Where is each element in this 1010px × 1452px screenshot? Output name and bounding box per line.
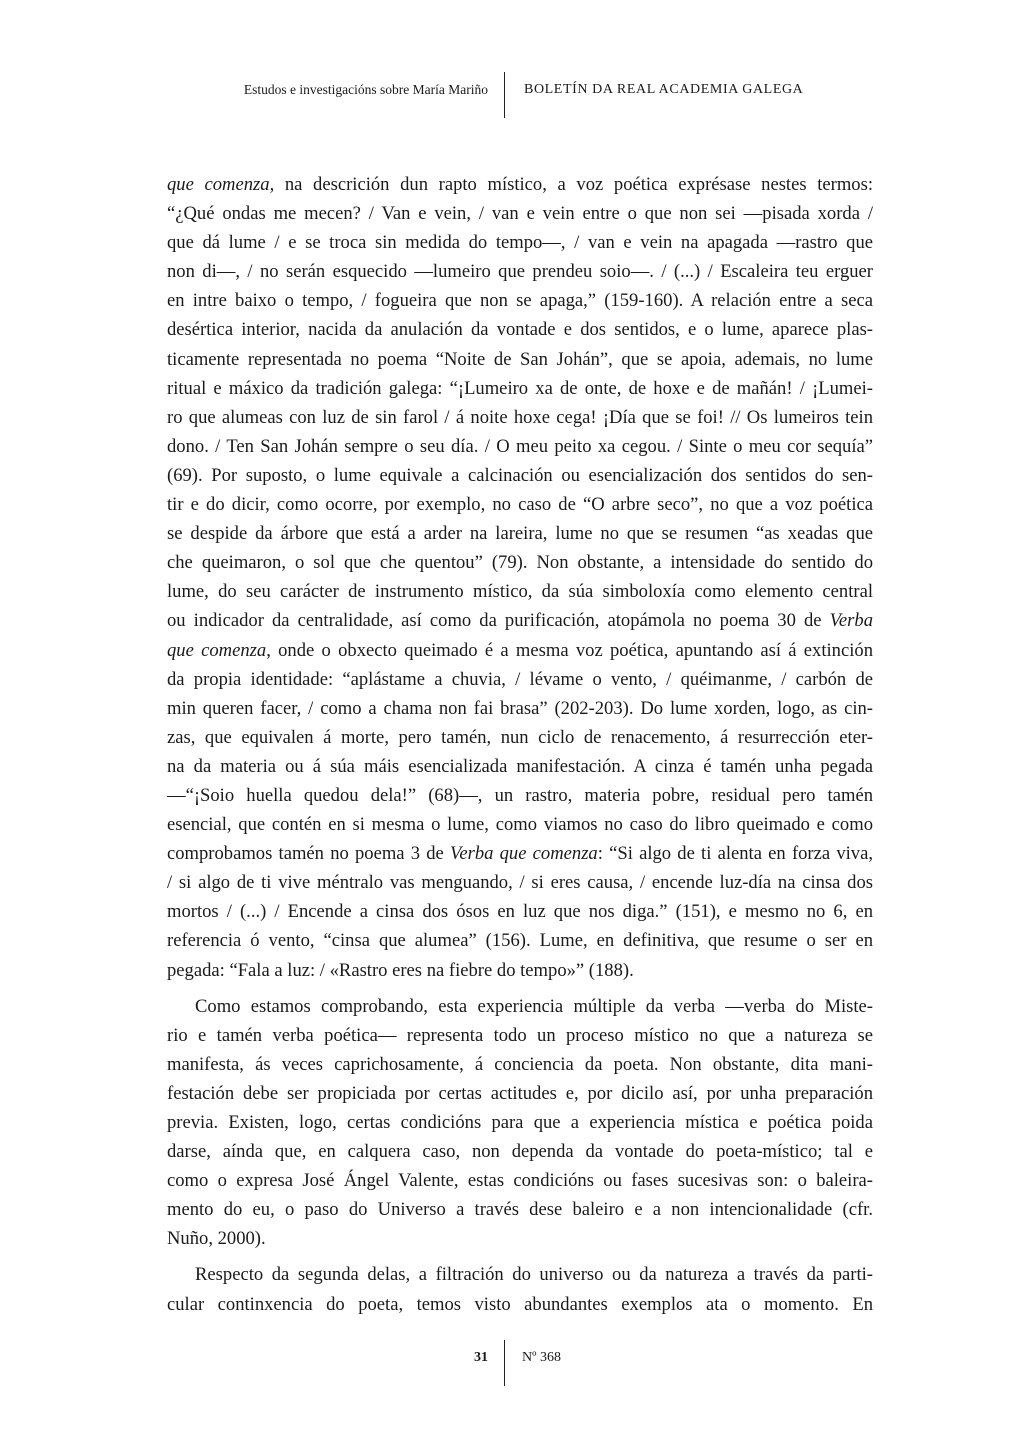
text-line [167,345,873,374]
italic-title: que comenza [167,639,267,661]
text-line [167,665,873,694]
text-line [167,374,873,403]
text-line [167,1050,873,1079]
text-line [167,1195,873,1224]
text-line [167,490,873,519]
line-text: non di—, / no serán esquecido —lumeiro que prendeu soio—. / (...) / Escaleira teu erguer [167,261,873,283]
paragraph-gap [167,1253,873,1260]
text-line [167,519,873,548]
italic-title: Verba que comenza [450,843,598,865]
line-text: , na descrición dun rapto místico, a voz poética exprésase nestes termos: [269,174,873,195]
line-text: zas, que equivalen á morte, pero tamén, nun ciclo de renacemento, á resurrección eter- [167,726,873,748]
line-text: dono. / Ten San Johán sempre o seu día. / O meu peito xa cegou. / Sinte o meu cor sequía” [167,435,873,457]
text-line [167,839,873,868]
line-text: comprobamos tamén no poema 3 de [167,843,451,865]
line-text: cular continxencia do poeta, temos visto abundantes exemplos ata o momento. En [167,1293,873,1315]
text-line [167,752,873,781]
running-header [0,72,1010,118]
line-text: : “Si algo de ti alenta en forza viva, [597,843,873,865]
line-text: che queimaron, o sol que che quentou” (79). Non obstante, a intensidade do sentido do [167,552,873,574]
text-line [167,1224,873,1253]
text-line [167,926,873,955]
line-text: ou indicador da centralidade, así como da purificación, atopámola no poema 30 de [167,610,830,632]
text-line [167,257,873,286]
line-text: na da materia ou á súa máis esencializada manifestación. A cinza é tamén unha pegada [167,755,873,777]
line-text: previa. Existen, logo, certas condicións para que a experiencia mística e poética poida [167,1112,873,1133]
text-line [167,548,873,577]
text-line [167,1079,873,1108]
line-text: lume, do seu carácter de instrumento místico, da súa simboloxía como elemento central [167,581,873,603]
italic-title: que comenza [167,174,270,195]
text-line [167,897,873,926]
text-line [167,1108,873,1137]
text-line [167,956,873,985]
text-line [167,694,873,723]
line-text: darse, aínda que, en calquera caso, non dependa da vontade do poeta-místico; tal e [167,1141,873,1163]
text-line [167,1021,873,1050]
text-line [167,636,873,665]
text-line [167,286,873,315]
line-text: rio e tamén verba poética— representa todo un proceso místico no que a natureza se [167,1024,873,1046]
line-text: min queren facer, / como a chama non fai brasa” (202-203). Do lume xorden, logo, as cin- [167,697,873,719]
header-section-title: Estudos e investigacións sobre María Mariño [243,82,488,97]
text-line [167,810,873,839]
text-line [167,992,873,1021]
italic-title: Verba [829,610,873,632]
text-line [167,170,873,199]
body-text [167,170,873,1319]
text-line [167,1290,873,1319]
line-text: referencia ó vento, “cinsa que alumea” (156). Lume, en definitiva, que resume o ser en [167,930,873,952]
text-line [167,1166,873,1195]
header-divider [504,72,505,118]
text-line [167,315,873,344]
footer-divider [504,1340,505,1386]
line-text: ritual e máxico da tradición galega: “¡Lumeiro xa de onte, de hoxe e de mañán! / ¡Lumei- [167,377,873,399]
paragraph-gap [167,985,873,992]
line-text: en intre baixo o tempo, / fogueira que non se apaga,” (159-160). A relación entre a seca [167,290,873,312]
line-text: mortos / (...) / Encende a cinsa dos ósos en luz que nos diga.” (151), e mesmo no 6, en [167,901,873,923]
text-line [167,403,873,432]
text-line [167,432,873,461]
line-text: esencial, que contén en si mesma o lume, como viamos no caso do libro queimado e como [167,814,873,836]
line-text: , onde o obxecto queimado é a mesma voz poética, apuntando así á extinción [266,639,873,661]
text-line [167,1137,873,1166]
issue-number: Nº 368 [522,1350,561,1365]
line-text: / si algo de ti vive méntralo vas menguando, / si eres causa, / encende luz-día na cinsa dos [167,872,873,894]
line-text: Nuño, 2000). [167,1228,266,1250]
page-number: 31 [474,1350,488,1365]
text-line [167,199,873,228]
line-text: ticamente representada no poema “Noite de San Johán”, que se apoia, ademais, no lume [167,348,873,370]
line-text: Como estamos comprobando, esta experiencia múltiple da verba —verba do Miste- [195,995,873,1017]
text-line [167,228,873,257]
line-text: ro que alumeas con luz de sin farol / á noite hoxe cega! ¡Día que se foi! // Os lumeiros tein [167,406,873,428]
line-text: pegada: “Fala a luz: / «Rastro eres na fiebre do tempo»” (188). [167,959,634,981]
text-line [167,781,873,810]
text-line [167,606,873,635]
text-line [167,1260,873,1289]
line-text: desértica interior, nacida da anulación da vontade e dos sentidos, e o lume, aparece plas- [167,319,873,341]
line-text: —“¡Soio huella quedou dela!” (68)—, un rastro, materia pobre, residual pero tamén [167,784,873,806]
line-text: (69). Por suposto, o lume equivale a calcinación ou esencialización dos sentidos do sen- [167,464,873,486]
line-text: mento do eu, o paso do Universo a través dese baleiro e a non intencionalidade (cfr. [167,1199,873,1221]
page-footer [0,1340,1010,1386]
line-text: tir e do dicir, como ocorre, por exemplo, no caso de “O arbre seco”, no que a voz poética [167,494,873,516]
text-line [167,868,873,897]
line-text: da propia identidade: “aplástame a chuvia, / lévame o vento, / quéimanme, / carbón de [167,668,873,690]
line-text: que dá lume / e se troca sin medida do tempo—, / van e vein na apagada —rastro que [167,232,873,254]
line-text: se despide da árbore que está a arder na lareira, lume no que se resumen “as xeadas que [167,523,873,545]
text-line [167,577,873,606]
text-line [167,723,873,752]
line-text: manifesta, ás veces caprichosamente, á conciencia da poeta. Non obstante, dita mani- [167,1053,873,1075]
line-text: como o expresa José Ángel Valente, estas condicións ou fases sucesivas son: o baleira- [167,1170,873,1192]
line-text: festación debe ser propiciada por certas actitudes e, por dicilo así, por unha preparación [167,1082,873,1104]
line-text: “¿Qué ondas me mecen? / Van e vein, / van e vein entre o que non sei —pisada xorda / [167,203,873,225]
text-line [167,461,873,490]
header-journal-title: BOLETÍN DA REAL ACADEMIA GALEGA [524,82,804,97]
line-text: Respecto da segunda delas, a filtración do universo ou da natureza a través da parti- [195,1264,873,1286]
